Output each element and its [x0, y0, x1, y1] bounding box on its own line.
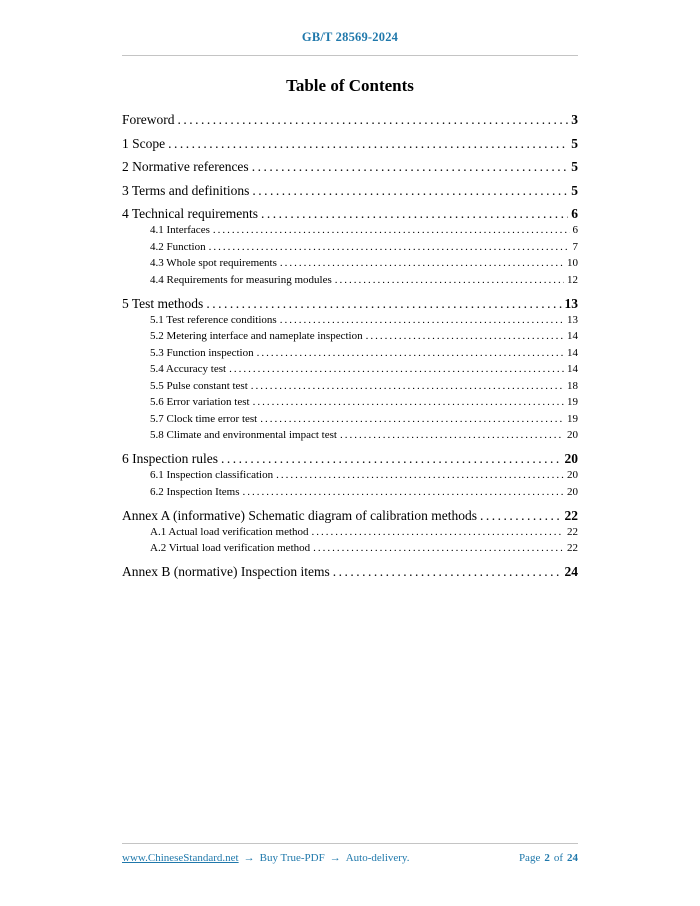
toc-entry[interactable] [122, 507, 578, 524]
toc-entry[interactable] [122, 255, 578, 272]
toc-entry[interactable] [122, 540, 578, 557]
toc-entry[interactable] [122, 205, 578, 222]
toc-entry[interactable] [122, 361, 578, 378]
toc-entry-title[interactable]: 2 Normative references [122, 159, 249, 174]
toc-page-number: 14 [567, 363, 578, 375]
toc-entry[interactable] [122, 312, 578, 329]
toc-entry-title[interactable]: 5.1 Test reference conditions [150, 313, 277, 326]
page-indicator [519, 852, 578, 864]
toc-entry[interactable] [122, 378, 578, 395]
doc-number: GB/T 28569-2024 [301, 30, 399, 44]
toc-dot-leader [221, 450, 562, 467]
toc-entry[interactable] [122, 467, 578, 484]
toc-entry-title[interactable]: 4.1 Interfaces [150, 224, 210, 236]
toc-page-number: 18 [567, 379, 578, 392]
arrow-icon: → [243, 852, 255, 864]
toc-dot-leader [335, 272, 564, 289]
toc-entry[interactable] [122, 411, 578, 428]
toc-dot-leader [252, 182, 568, 199]
toc-entry[interactable] [122, 328, 578, 345]
toc-entry-title[interactable]: 4.4 Requirements for measuring modules [150, 273, 332, 286]
toc-dot-leader [206, 295, 561, 312]
toc-dot-leader [213, 222, 570, 239]
toc-page-number: 10 [567, 257, 578, 269]
toc-page-number: 20 [567, 469, 578, 481]
toc-entry[interactable] [122, 450, 578, 467]
arrow-icon: → [329, 852, 341, 864]
toc-dot-leader [243, 484, 564, 501]
toc-page-number: 14 [567, 346, 578, 359]
toc-entry[interactable] [122, 394, 578, 411]
toc-entry-title[interactable]: 6 Inspection rules [122, 451, 218, 466]
toc-entry-title[interactable]: 5.5 Pulse constant test [150, 379, 248, 392]
toc-entry[interactable] [122, 524, 578, 541]
toc-entry[interactable] [122, 345, 578, 362]
footer-buy-label: Buy True-PDF [259, 852, 325, 864]
toc-page-number: 5 [571, 159, 578, 174]
toc-entry-title[interactable]: A.1 Actual load verification method [150, 525, 309, 538]
toc-page-number: 6 [571, 206, 578, 221]
toc-page-number: 22 [567, 525, 578, 538]
toc-entry-title[interactable]: Annex A (informative) Schematic diagram of calibration methods [122, 507, 478, 523]
page-title: Table of Contents [286, 76, 414, 95]
toc-dot-leader [340, 427, 564, 444]
toc-page-number: 22 [564, 507, 578, 523]
toc-entry-title[interactable]: 5.6 Error variation test [150, 396, 250, 408]
toc-entry-title[interactable]: 5.2 Metering interface and nameplate inspection [150, 330, 363, 342]
toc-entry-title[interactable]: 5.3 Function inspection [150, 346, 254, 359]
footer-delivery-label: Auto-delivery. [345, 852, 410, 864]
toc-dot-leader [261, 205, 568, 222]
toc-page-number: 20 [564, 451, 578, 466]
toc-dot-leader [168, 135, 568, 152]
toc-page-number: 20 [567, 429, 578, 441]
toc-entry[interactable] [122, 563, 578, 580]
toc-entry[interactable] [122, 239, 578, 256]
toc-entry-title[interactable]: Foreword [122, 112, 175, 127]
toc-dot-leader [253, 394, 564, 411]
toc-entry[interactable] [122, 158, 578, 175]
toc-dot-leader [333, 563, 562, 580]
footer-left [122, 852, 409, 864]
toc-dot-leader [251, 378, 564, 395]
toc-dot-leader [257, 345, 564, 362]
toc-entry[interactable] [122, 222, 578, 239]
toc-entry-title[interactable]: A.2 Virtual load verification method [150, 542, 311, 554]
toc-entry-title[interactable]: 6.1 Inspection classification [150, 469, 274, 481]
toc-dot-leader [252, 158, 569, 175]
toc-page-number: 20 [567, 485, 578, 498]
toc-page-number: 14 [567, 330, 578, 342]
toc-entry[interactable] [122, 135, 578, 152]
toc-entry[interactable] [122, 295, 578, 312]
toc-entry-title[interactable]: 6.2 Inspection Items [150, 485, 240, 498]
toc-page-number: 19 [567, 412, 578, 425]
toc-page-number: 5 [571, 182, 578, 198]
toc-dot-leader [366, 328, 564, 345]
toc-entry-title[interactable]: 3 Terms and definitions [122, 182, 250, 198]
toc-entry[interactable] [122, 272, 578, 289]
toc-page-number: 12 [567, 273, 578, 286]
toc-dot-leader [280, 255, 564, 272]
toc-page-number: 6 [572, 224, 578, 236]
toc-entry[interactable] [122, 182, 578, 199]
toc-entry-title[interactable]: 4.2 Function [150, 240, 206, 253]
toc-entry-title[interactable]: 5.7 Clock time error test [150, 412, 258, 425]
website-link[interactable]: www.ChineseStandard.net [122, 852, 239, 864]
toc-dot-leader [178, 111, 569, 128]
table-of-contents [122, 111, 578, 580]
toc-entry-title[interactable]: 5.4 Accuracy test [150, 363, 227, 375]
page-label: Page [518, 852, 541, 864]
header-divider [122, 55, 578, 56]
page-current: 2 [544, 852, 550, 864]
toc-dot-leader [480, 507, 561, 524]
toc-entry-title[interactable]: 4.3 Whole spot requirements [150, 257, 277, 269]
toc-page-number: 3 [571, 112, 578, 127]
toc-page-number: 24 [564, 564, 578, 579]
toc-entry-title[interactable]: 1 Scope [122, 135, 166, 151]
toc-dot-leader [313, 540, 564, 557]
page-total: 24 [567, 852, 578, 864]
toc-entry[interactable] [122, 111, 578, 128]
page-content [122, 0, 578, 580]
toc-dot-leader [280, 312, 564, 329]
toc-entry[interactable] [122, 427, 578, 444]
page-footer [122, 843, 578, 864]
toc-dot-leader [229, 361, 564, 378]
toc-page-number: 5 [571, 135, 578, 151]
toc-dot-leader [276, 467, 564, 484]
toc-page-number: 13 [564, 295, 578, 311]
toc-entry-title[interactable]: Annex B (normative) Inspection items [122, 564, 330, 579]
toc-page-number: 7 [572, 240, 578, 253]
toc-entry-title[interactable]: 5 Test methods [122, 295, 204, 311]
toc-dot-leader [209, 239, 570, 256]
toc-page-number: 19 [567, 396, 578, 408]
toc-page-number: 13 [567, 313, 578, 326]
toc-entry-title[interactable]: 5.8 Climate and environmental impact test [150, 429, 337, 441]
toc-page-number: 22 [567, 542, 578, 554]
footer-row [122, 852, 578, 864]
toc-dot-leader [260, 411, 564, 428]
toc-entry[interactable] [122, 484, 578, 501]
toc-dot-leader [312, 524, 564, 541]
of-label: of [553, 852, 563, 864]
toc-entry-title[interactable]: 4 Technical requirements [122, 206, 259, 221]
